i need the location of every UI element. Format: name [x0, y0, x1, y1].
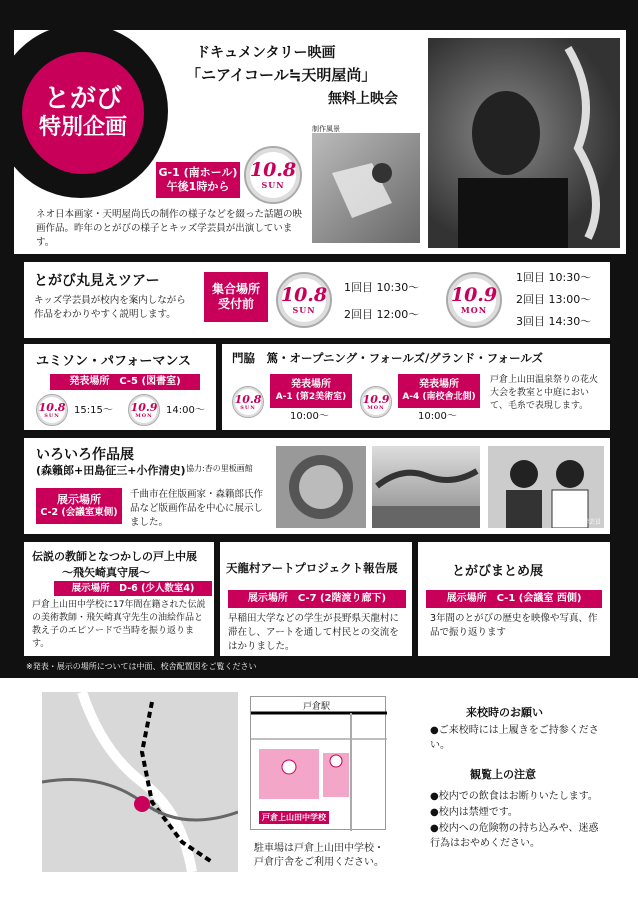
kadowaki-place1 [270, 374, 352, 408]
doc-venue-badge [156, 162, 240, 198]
notice-title-2: 観覧上の注意 [470, 768, 536, 781]
school-label: 戸倉上山田中学校 [259, 811, 329, 824]
yumison-day1: 10.8 [38, 400, 66, 414]
matome-title: とがびまとめ展 [452, 564, 544, 579]
doc-photo-caption: 制作風景 [312, 125, 340, 133]
detail-map [250, 696, 386, 830]
doc-time: 午後1時から [166, 180, 230, 193]
doc-production-photo [312, 133, 420, 243]
tour-date1-badge [276, 272, 332, 328]
banner-line2: 特別企画 [38, 115, 127, 141]
yumison-title: ユミソン・パフォーマンス [36, 354, 191, 369]
kadowaki-date1 [232, 386, 264, 418]
kadowaki-description: 戸倉上山田温泉祭りの花火大会を教室と中庭において、毛糸で表現します。 [490, 375, 599, 412]
yumison-place: 発表場所 C-5 (図書室) [50, 374, 200, 390]
kadowaki-place2 [398, 374, 480, 408]
kadowaki-time1: 10:00〜 [290, 411, 329, 422]
notice-title: 来校時のお願い [466, 706, 543, 719]
kadowaki-day2: 10.9 [362, 392, 390, 406]
yumison-date1 [36, 394, 68, 426]
artist-photo [428, 38, 620, 248]
doc-title-3: 無料上映会 [328, 91, 398, 107]
parking-note-1: 駐車場は戸倉上山田中学校・ [254, 843, 384, 854]
kadowaki-day1-week: SUN [240, 404, 256, 411]
tour-place: 受付前 [217, 297, 254, 311]
yumison-day2-week: MON [135, 412, 153, 419]
yumison-time1: 15:15〜 [74, 405, 113, 416]
tour-day1: 10.8 [280, 283, 328, 306]
tour-day2-week: MON [460, 304, 488, 315]
iroiro-title: いろいろ作品展 [36, 447, 134, 463]
tour-date2-badge [446, 272, 502, 328]
kadowaki-place2-label: 発表場所 [419, 379, 459, 391]
tenryu-description: 早稲田大学などの学生が長野県天龍村に滞在し、アートを通して村民との交流をはかりました。 [228, 613, 400, 652]
tour-day2: 10.9 [450, 283, 498, 306]
yumison-date2 [128, 394, 160, 426]
kadowaki-time2: 10:00〜 [418, 411, 457, 422]
tour-description: キッズ学芸員が校内を案内しながら作品をわかりやすく説明します。 [34, 295, 186, 320]
tour-day1-time2: 2回目 12:00〜 [344, 308, 420, 321]
notice-item-2: ●校内での飲食はお断りいたします。 [430, 791, 598, 802]
station-label: 戸倉駅 [303, 702, 331, 712]
tour-day1-week: SUN [292, 304, 316, 315]
matome-description: 3年間のとがびの歴史を映像や写真、作品で振り返ります [430, 613, 598, 638]
tour-title: とがび丸見えツアー [34, 273, 160, 289]
banner-line1: とがび [43, 84, 122, 115]
iroiro-subtitle: (森籟郎+田島征三+小作清史) [36, 464, 186, 477]
iroiro-description: 千曲市在住版画家・森籟郎氏作品など版画作品を中心に展示しました。 [130, 489, 264, 528]
woodblock-print-photo [276, 446, 366, 528]
yumison-time2: 14:00〜 [166, 405, 205, 416]
legend-description: 戸倉上山田中学校に17年間在籍された伝説の美術教師・飛矢崎真守先生の油絵作品と教え子のエピソードで当時を振り返ります。 [32, 600, 206, 650]
kadowaki-day1: 10.8 [234, 392, 262, 406]
kadowaki-title: 門脇 篤・オープニング・フォールズ/グランド・フォールズ [232, 351, 544, 365]
map-area [42, 692, 238, 872]
iroiro-place-label: 展示場所 [57, 493, 101, 507]
kadowaki-place2-value: A-4 (南校舎北側) [402, 391, 476, 402]
iroiro-place: C-2 (会議室東側) [40, 506, 118, 518]
artwork-photo [372, 446, 480, 528]
kadowaki-place1-value: A-1 (第2美術室) [275, 391, 347, 402]
notice-item-3: ●校内は禁煙です。 [430, 807, 518, 818]
kids-photo-caption: キッズ学芸員 [565, 519, 601, 526]
kadowaki-place1-label: 発表場所 [291, 379, 331, 391]
tour-day2-time2: 2回目 13:00〜 [516, 293, 592, 306]
iroiro-credit: 協力:杏の里板画館 [186, 464, 253, 473]
legend-place: 展示場所 D-6 (少人数室4) [54, 581, 212, 596]
tenryu-title: 天龍村アートプロジェクト報告展 [226, 561, 398, 575]
notice-item-1: ●ご来校時には上履きをご持参ください。 [430, 725, 599, 751]
yumison-day1-week: SUN [44, 412, 60, 419]
tour-place-label: 集合場所 [211, 282, 260, 296]
tour-place-badge [204, 272, 268, 322]
kadowaki-day2-week: MON [367, 404, 385, 411]
footnote: ※発表・展示の場所については中面、校舎配置図をご覧ください [26, 662, 257, 671]
legend-title-1: 伝説の教師となつかしの戸上中展 [32, 550, 197, 563]
tenryu-place: 展示場所 C-7 (2階渡り廊下) [228, 590, 406, 608]
doc-title-1: ドキュメンタリー映画 [196, 45, 336, 61]
doc-date-badge [244, 146, 302, 204]
doc-date-day: 10.8 [249, 158, 297, 181]
kids-curators-photo [488, 446, 604, 528]
notice-item-4: ●校内への危険物の持ち込みや、迷惑行為はおやめください。 [430, 823, 599, 849]
tour-day2-time3: 3回目 14:30〜 [516, 315, 592, 328]
doc-date-week: SUN [261, 179, 285, 190]
tour-day2-time1: 1回目 10:30〜 [516, 271, 592, 284]
doc-description: ネオ日本画家・天明屋尚氏の制作の様子などを綴った話題の映画作品。昨年のとがびの様子とキッズ学芸員が出演しています。 [36, 209, 303, 248]
tour-day1-time1: 1回目 10:30〜 [344, 281, 420, 294]
yumison-day2: 10.9 [130, 400, 158, 414]
iroiro-place-badge [36, 488, 122, 524]
legend-title-2: 〜飛矢崎真守展〜 [62, 566, 150, 579]
kadowaki-date2 [360, 386, 392, 418]
doc-title-2: 「ニアイコール≒天明屋尚」 [186, 66, 377, 84]
special-banner-circle [22, 52, 144, 174]
parking-note-2: 戸倉庁舎をご利用ください。 [254, 857, 384, 868]
matome-place: 展示場所 C-1 (会議室 西側) [426, 590, 602, 608]
doc-venue: G-1 (南ホール) [158, 166, 238, 180]
